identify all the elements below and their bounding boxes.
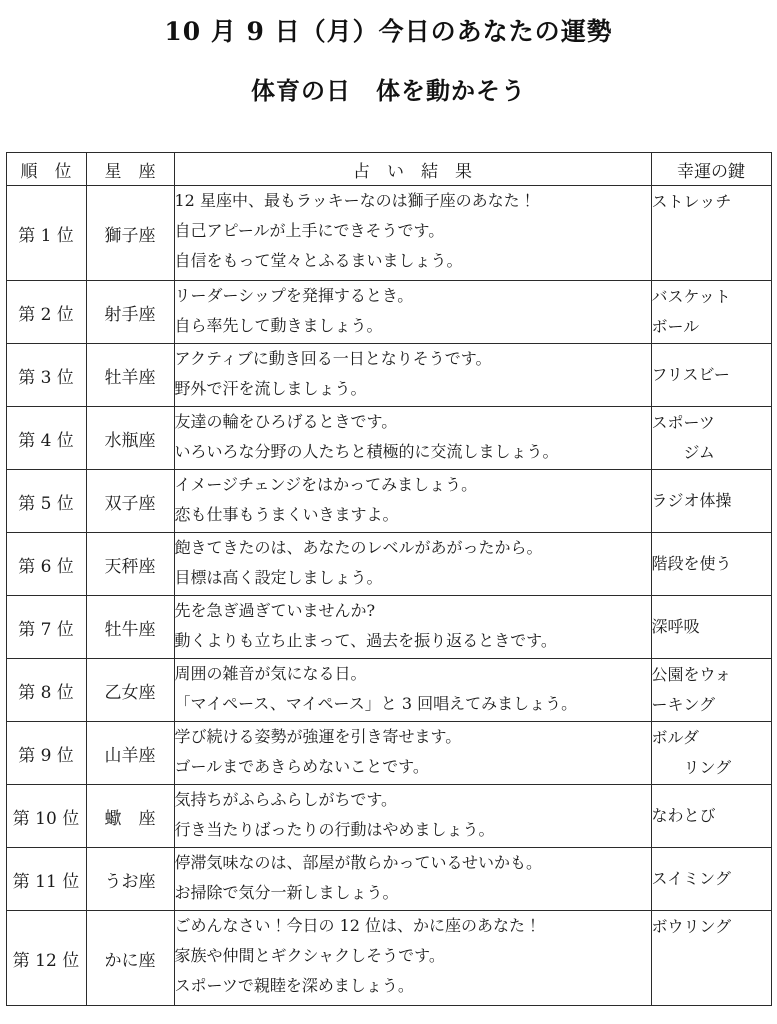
result-line: 気持ちがふらふらしがちです。 [174,790,398,809]
table-row [6,722,771,785]
result-cell [174,785,651,848]
result-cell [174,407,651,470]
table-row [6,470,771,533]
table-row [6,785,771,848]
sign-cell: 牡牛座 [86,596,174,659]
key-cell [651,407,771,470]
result-line: スポーツで親睦を深めましょう。 [174,976,414,995]
rank-cell: 第 8 位 [6,659,86,722]
result-cell [174,186,651,281]
result-cell [174,848,651,911]
header-sign: 星 座 [86,153,174,186]
sign-cell: うお座 [86,848,174,911]
table-row [6,407,771,470]
key-cell [651,848,771,911]
sign-cell: 獅子座 [86,186,174,281]
key-line: フリスビー [651,365,730,384]
result-line: 恋も仕事もうまくいきますよ。 [174,505,399,524]
header-result: 占 い 結 果 [174,153,651,186]
result-line: アクティブに動き回る一日となりそうです。 [174,349,492,368]
key-line: 階段を使う [651,554,732,573]
key-line: リング [651,758,732,777]
result-line: ゴールまであきらめないことです。 [174,757,429,776]
key-line: ジム [651,443,715,462]
result-line: ごめんなさい！今日の 12 位は、かに座のあなた！ [174,916,542,935]
key-cell [651,344,771,407]
result-cell [174,344,651,407]
result-line: 目標は高く設定しましょう。 [174,568,383,587]
key-cell [651,596,771,659]
page-title: 10 月 9 日（月）今日のあなたの運勢 [164,17,613,46]
header-rank: 順 位 [6,153,86,186]
result-line: お掃除で気分一新しましょう。 [174,883,399,902]
key-cell [651,470,771,533]
result-line: 自己アピールが上手にできそうです。 [174,221,445,240]
rank-cell: 第 1 位 [6,186,86,281]
table-row [6,911,771,1006]
result-line: いろいろな分野の人たちと積極的に交流しましょう。 [174,442,559,461]
table-row [6,596,771,659]
table-row [6,186,771,281]
result-line: 家族や仲間とギクシャクしそうです。 [174,946,445,965]
result-line: 自ら率先して動きましょう。 [174,316,383,335]
result-line: 先を急ぎ過ぎていませんか? [174,601,376,620]
sign-cell: 乙女座 [86,659,174,722]
result-cell [174,911,651,1006]
table-row [6,281,771,344]
result-cell [174,281,651,344]
sign-cell: 射手座 [86,281,174,344]
table-row [6,344,771,407]
result-cell [174,533,651,596]
result-line: 学び続ける姿勢が強運を引き寄せます。 [174,727,462,746]
key-cell [651,785,771,848]
result-cell [174,659,651,722]
rank-cell: 第 9 位 [6,722,86,785]
key-line: 深呼吸 [651,617,700,636]
table-header-row [6,153,771,186]
rank-cell: 第 12 位 [6,911,86,1006]
key-line: ーキング [651,695,716,714]
key-cell [651,659,771,722]
key-line: なわとび [651,806,716,825]
key-line: ストレッチ [651,192,732,211]
sign-cell: 山羊座 [86,722,174,785]
sign-cell: かに座 [86,911,174,1006]
key-cell [651,533,771,596]
key-cell [651,722,771,785]
rank-cell: 第 10 位 [6,785,86,848]
result-line: 自信をもって堂々とふるまいましょう。 [174,251,463,270]
key-cell [651,186,771,281]
key-line: ボール [651,317,700,336]
result-line: リーダーシップを発揮するとき。 [174,286,414,305]
fortune-table [6,152,772,1006]
page-subtitle: 体育の日 体を動かそう [251,77,526,105]
rank-cell: 第 7 位 [6,596,86,659]
result-line: イメージチェンジをはかってみましょう。 [174,475,478,494]
table-row [6,659,771,722]
result-line: 12 星座中、最もラッキーなのは獅子座のあなた！ [174,191,536,210]
result-line: 動くよりも立ち止まって、過去を振り返るときです。 [174,631,557,650]
rank-cell: 第 3 位 [6,344,86,407]
sign-cell: 蠍 座 [86,785,174,848]
sign-cell: 天秤座 [86,533,174,596]
key-line: ラジオ体操 [651,491,732,510]
result-line: 停滞気味なのは、部屋が散らかっているせいかも。 [174,853,543,872]
rank-cell: 第 11 位 [6,848,86,911]
sign-cell: 水瓶座 [86,407,174,470]
result-line: 「マイペース、マイペース」と 3 回唱えてみましょう。 [174,694,578,713]
key-line: ボウリング [651,917,732,936]
result-cell [174,722,651,785]
result-cell [174,596,651,659]
key-line: バスケット [651,287,731,306]
key-line: スイミング [651,869,731,888]
key-line: スポーツ [651,413,715,432]
table-row [6,533,771,596]
result-line: 飽きてきたのは、あなたのレベルがあがったから。 [174,538,543,557]
result-line: 周囲の雑音が気になる日。 [174,664,367,683]
rank-cell: 第 5 位 [6,470,86,533]
table-row [6,848,771,911]
result-line: 行き当たりばったりの行動はやめましょう。 [174,820,495,839]
sign-cell: 牡羊座 [86,344,174,407]
key-line: 公園をウォ [651,665,731,684]
result-line: 友達の輪をひろげるときです。 [174,412,398,431]
key-cell [651,911,771,1006]
sign-cell: 双子座 [86,470,174,533]
key-line: ボルダ [651,728,699,747]
header-key: 幸運の鍵 [651,153,771,186]
result-cell [174,470,651,533]
result-line: 野外で汗を流しましょう。 [174,379,367,398]
key-cell [651,281,771,344]
rank-cell: 第 4 位 [6,407,86,470]
rank-cell: 第 2 位 [6,281,86,344]
rank-cell: 第 6 位 [6,533,86,596]
